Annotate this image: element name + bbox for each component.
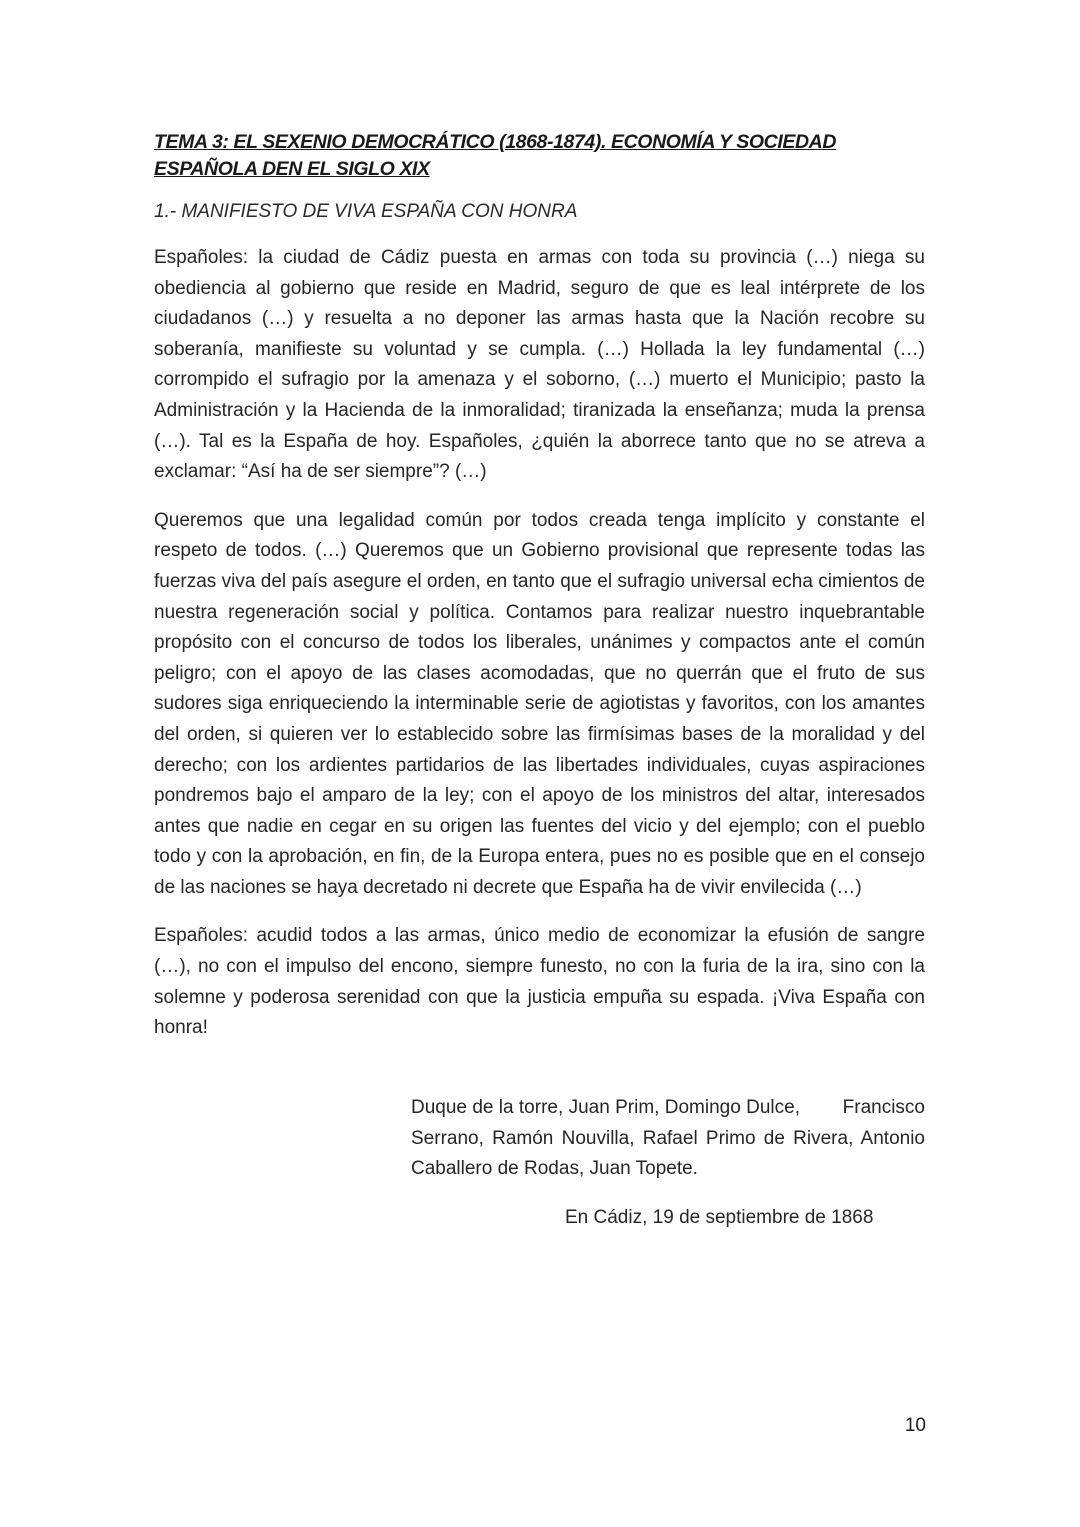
signatories-block: Duque de la torre, Juan Prim, Domingo Dulce, Francisco Serrano, Ramón Nouvilla, Rafael Primo de Rivera, Antonio Caballero de Rodas, Juan Topete. bbox=[411, 1097, 931, 1180]
page-number: 10 bbox=[904, 1415, 926, 1436]
manifesto-paragraph-2: Queremos que una legalidad común por todos creada tenga implícito y constante el respeto de todos. (…) Queremos que un Gobierno provisional que represente todas las fuerzas viva del país asegure el orden, en tanto que el sufragio universal echa cimientos de nuestra regeneración social y política. Contamos para realizar nuestro inquebrantable propósito con el concurso de todos los liberales, unánimes y compactos ante el común peligro; con el apoyo de las clases acomodadas, que no querrán que el fruto de sus sudores siga enriqueciendo la interminable serie de agiotistas y favoritos, con los amantes del orden, si quieren ver lo establecido sobre las firmísimas bases de la moralidad y del derecho; con los ardientes partidarios de las libertades individuales, cuyas aspiraciones pondremos bajo el amparo de la ley; con el apoyo de los ministros del altar, interesados antes que nadie en cegar en su origen las fuentes del vicio y del ejemplo; con el pueblo todo y con la aprobación, en fin, de la Europa entera, pues no es posible que en el consejo de las naciones se haya decretado ni decrete que España ha de vivir envilecida (…) bbox=[154, 509, 925, 898]
document-body bbox=[154, 129, 925, 1062]
section-heading: 1.- MANIFIESTO DE VIVA ESPAÑA CON HONRA bbox=[154, 201, 578, 222]
manifesto-paragraph-1: Españoles: la ciudad de Cádiz puesta en armas con toda su provincia (…) niega su obediencia al gobierno que reside en Madrid, seguro de que es leal intérprete de los ciudadanos (…) y resuelta a no deponer las armas hasta que la Nación recobre su soberanía, manifieste su voluntad y se cumpla. (…) Hollada la ley fundamental (…) corrompido el sufragio por la amenaza y el soborno, (…) muerto el Municipio; pasto la Administración y la Hacienda de la inmoralidad; tiranizada la enseñanza; muda la prensa (…). Tal es la España de hoy. Españoles, ¿quién la aborrece tanto que no se atreva a exclamar: “Así ha de ser siempre”? (…) bbox=[154, 247, 925, 483]
manifesto-paragraph-3: Españoles: acudid todos a las armas, único medio de economizar la efusión de sangre (…), no con el impulso del encono, siempre funesto, no con la furia de la ira, sino con la solemne y poderosa serenidad con que la justicia empuña su espada. ¡Viva España con honra! bbox=[154, 925, 925, 1039]
document-title: TEMA 3: EL SEXENIO DEMOCRÁTICO (1868-1874). ECONOMÍA Y SOCIEDAD ESPAÑOLA DEN EL SIGLO XIX bbox=[154, 131, 836, 180]
place-and-date: En Cádiz, 19 de septiembre de 1868 bbox=[565, 1207, 874, 1228]
